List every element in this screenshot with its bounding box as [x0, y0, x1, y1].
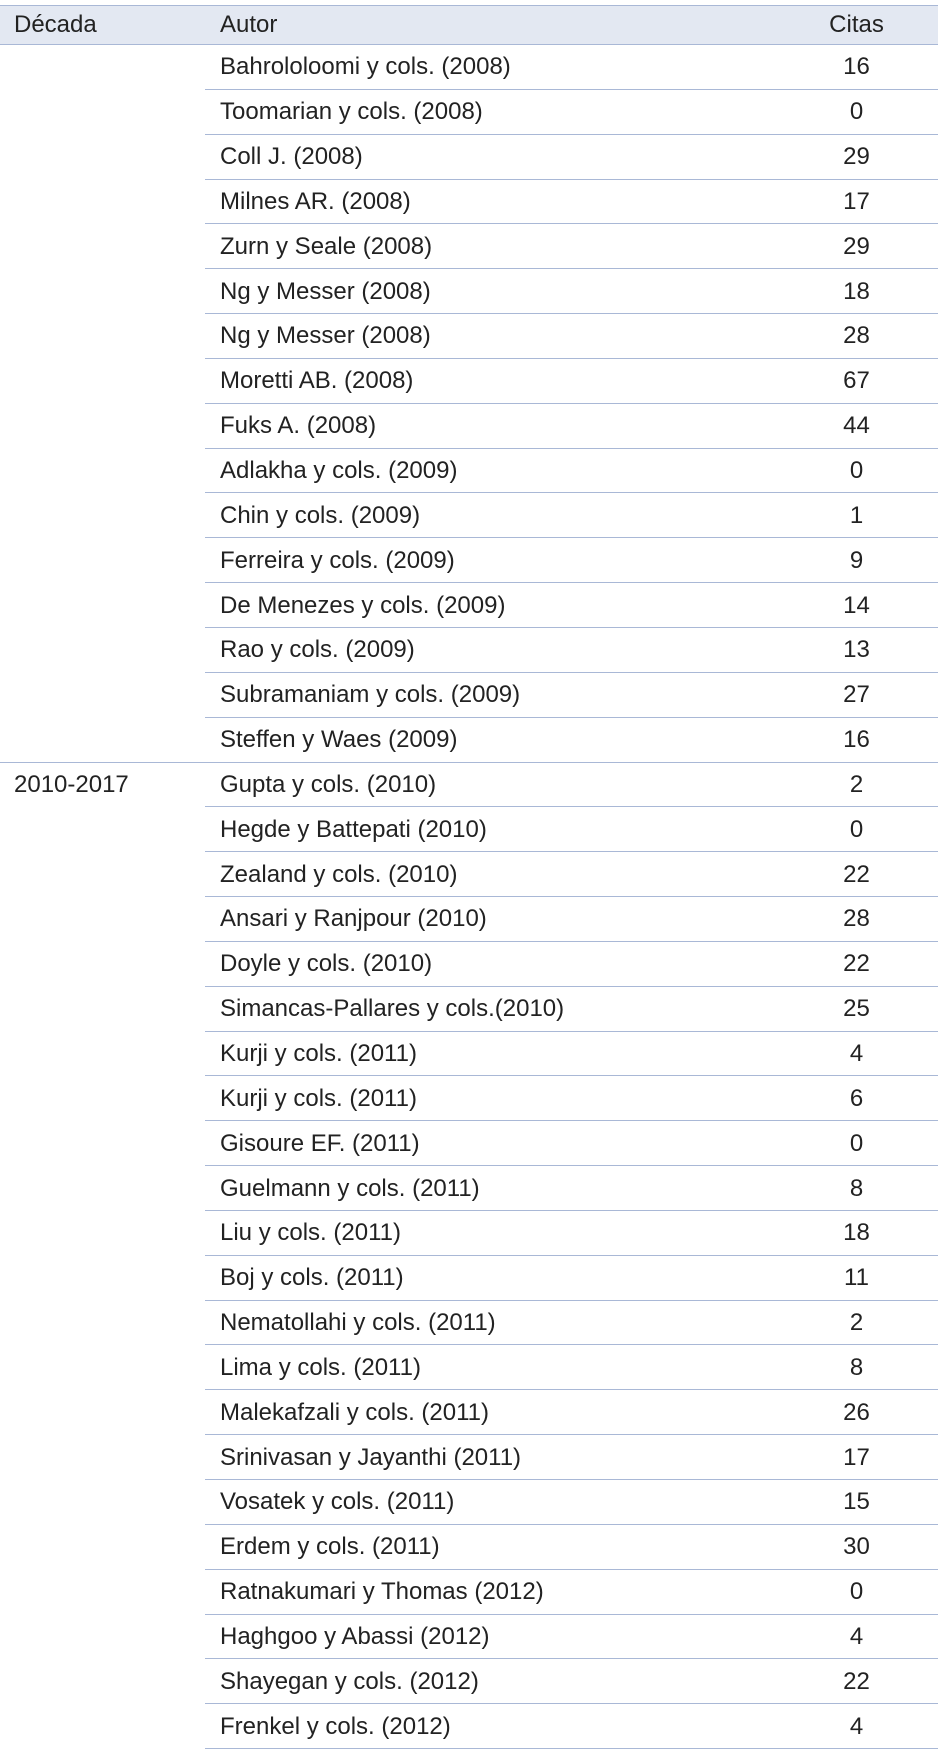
table-header-row: [0, 5, 938, 45]
citas-cell: 16: [843, 726, 870, 754]
decada-cell: [0, 852, 205, 897]
citas-cell: 22: [843, 1667, 870, 1695]
autor-cell: Gupta y cols. (2010): [220, 770, 437, 798]
citas-cell: 4: [849, 1622, 864, 1650]
citas-cell: 4: [849, 1039, 864, 1067]
autor-cell: Srinivasan y Jayanthi (2011): [220, 1443, 522, 1471]
table-row: [0, 180, 938, 225]
citas-cell: 67: [843, 367, 870, 395]
decada-cell: [0, 942, 205, 987]
decada-cell: [0, 718, 205, 763]
citas-cell: 28: [843, 905, 870, 933]
table-row: [0, 1615, 938, 1660]
decada-cell: [0, 1345, 205, 1390]
autor-cell: Bahrololoomi y cols. (2008): [220, 53, 511, 81]
citas-cell: 0: [849, 457, 864, 485]
decada-cell: [0, 1256, 205, 1301]
citas-cell: 0: [849, 1578, 864, 1606]
autor-cell: Haghgoo y Abassi (2012): [220, 1622, 490, 1650]
table-row: [0, 1032, 938, 1077]
decada-cell: [0, 493, 205, 538]
decada-cell: [0, 1211, 205, 1256]
header-decada: Década: [14, 11, 97, 38]
table-row: [0, 1256, 938, 1301]
table-row: [0, 135, 938, 180]
decada-cell: [0, 90, 205, 135]
decada-cell: [0, 359, 205, 404]
autor-cell: Kurji y cols. (2011): [220, 1039, 417, 1067]
table-row: [0, 1121, 938, 1166]
table-row: [0, 314, 938, 359]
decada-cell: [0, 673, 205, 718]
citas-cell: 8: [849, 1353, 864, 1381]
table-row: [0, 763, 938, 808]
table-row: [0, 628, 938, 673]
decada-cell: [0, 45, 205, 90]
table-row: [0, 404, 938, 449]
table-row: [0, 852, 938, 897]
citas-cell: 25: [843, 995, 870, 1023]
autor-cell: Malekafzali y cols. (2011): [220, 1398, 489, 1426]
decada-cell: [0, 807, 205, 852]
autor-cell: Erdem y cols. (2011): [220, 1533, 440, 1561]
autor-cell: Lima y cols. (2011): [220, 1353, 421, 1381]
table-row: [0, 1659, 938, 1704]
autor-cell: Ng y Messer (2008): [220, 322, 431, 350]
table-row: [0, 673, 938, 718]
table-row: [0, 224, 938, 269]
decada-cell: [0, 135, 205, 180]
decada-cell: 2010-2017: [14, 770, 129, 798]
citas-cell: 8: [849, 1174, 864, 1202]
decada-cell: [0, 583, 205, 628]
citas-cell: 28: [843, 322, 870, 350]
citas-cell: 9: [849, 546, 864, 574]
table-row: [0, 942, 938, 987]
autor-cell: Doyle y cols. (2010): [220, 950, 433, 978]
autor-cell: Milnes AR. (2008): [220, 187, 411, 215]
citas-cell: 0: [849, 98, 864, 126]
decada-cell: [0, 538, 205, 583]
decada-cell: [0, 1615, 205, 1660]
citas-cell: 22: [843, 860, 870, 888]
table-row: [0, 1704, 938, 1749]
decada-cell: [0, 1121, 205, 1166]
autor-cell: Boj y cols. (2011): [220, 1264, 404, 1292]
table-row: [0, 987, 938, 1032]
decada-cell: [0, 1390, 205, 1435]
citas-cell: 17: [843, 1443, 870, 1471]
citas-cell: 16: [843, 53, 870, 81]
citas-cell: 11: [844, 1264, 869, 1292]
decada-cell: [0, 224, 205, 269]
autor-cell: Nematollahi y cols. (2011): [220, 1309, 496, 1337]
table-row: [0, 583, 938, 628]
table-row: [0, 1301, 938, 1346]
table-body: [0, 45, 938, 1749]
table-row: [0, 1345, 938, 1390]
autor-cell: Zurn y Seale (2008): [220, 232, 433, 260]
decada-cell: [0, 1032, 205, 1077]
autor-cell: Subramaniam y cols. (2009): [220, 681, 521, 709]
citas-cell: 18: [843, 1219, 870, 1247]
autor-cell: Gisoure EF. (2011): [220, 1129, 420, 1157]
citas-cell: 4: [849, 1712, 864, 1740]
decada-cell: [0, 628, 205, 673]
table-row: [0, 1480, 938, 1525]
autor-cell: Shayegan y cols. (2012): [220, 1667, 479, 1695]
citas-cell: 0: [849, 1129, 864, 1157]
autor-cell: De Menezes y cols. (2009): [220, 591, 506, 619]
autor-cell: Moretti AB. (2008): [220, 367, 414, 395]
citas-cell: 1: [849, 501, 864, 529]
autor-cell: Guelmann y cols. (2011): [220, 1174, 480, 1202]
table-row: [0, 1211, 938, 1256]
citas-cell: 22: [843, 950, 870, 978]
table-row: [0, 1570, 938, 1615]
table-row: [0, 807, 938, 852]
decada-cell: [0, 1166, 205, 1211]
decada-cell: [0, 180, 205, 225]
citas-cell: 2: [849, 1309, 864, 1337]
table-row: [0, 1166, 938, 1211]
decada-cell: [0, 1435, 205, 1480]
citas-cell: 18: [843, 277, 870, 305]
citas-cell: 6: [849, 1084, 864, 1112]
decada-cell: [0, 404, 205, 449]
table-row: [0, 449, 938, 494]
citations-table: [0, 5, 938, 1749]
decada-cell: [0, 1301, 205, 1346]
table-row: [0, 1390, 938, 1435]
table-row: [0, 1525, 938, 1570]
decada-cell: [0, 449, 205, 494]
citas-cell: 2: [849, 770, 864, 798]
decada-cell: [0, 1076, 205, 1121]
decada-cell: [0, 1525, 205, 1570]
autor-cell: Kurji y cols. (2011): [220, 1084, 417, 1112]
table-row: [0, 1076, 938, 1121]
autor-cell: Rao y cols. (2009): [220, 636, 415, 664]
autor-cell: Toomarian y cols. (2008): [220, 98, 483, 126]
table-row: [0, 269, 938, 314]
header-autor: Autor: [220, 11, 278, 38]
header-citas: Citas: [829, 11, 884, 38]
table-row: [0, 538, 938, 583]
citas-cell: 30: [843, 1533, 870, 1561]
autor-cell: Coll J. (2008): [220, 143, 363, 171]
decada-cell: [0, 897, 205, 942]
citas-cell: 29: [843, 143, 870, 171]
table-row: [0, 359, 938, 404]
citas-cell: 26: [843, 1398, 870, 1426]
decada-cell: [0, 1570, 205, 1615]
table-row: [0, 718, 938, 763]
decada-cell: [0, 987, 205, 1032]
autor-cell: Ratnakumari y Thomas (2012): [220, 1578, 544, 1606]
autor-cell: Zealand y cols. (2010): [220, 860, 458, 888]
autor-cell: Adlakha y cols. (2009): [220, 457, 458, 485]
decada-cell: [0, 314, 205, 359]
decada-cell: [0, 1480, 205, 1525]
autor-cell: Ng y Messer (2008): [220, 277, 431, 305]
table-row: [0, 493, 938, 538]
citas-cell: 15: [843, 1488, 870, 1516]
autor-cell: Ferreira y cols. (2009): [220, 546, 455, 574]
table-row: [0, 897, 938, 942]
citas-cell: 0: [849, 815, 864, 843]
table-row: [0, 1435, 938, 1480]
citas-cell: 14: [843, 591, 870, 619]
table-row: [0, 90, 938, 135]
decada-cell: [0, 1704, 205, 1749]
citas-cell: 13: [843, 636, 870, 664]
autor-cell: Liu y cols. (2011): [220, 1219, 401, 1247]
autor-cell: Chin y cols. (2009): [220, 501, 421, 529]
table-row: [0, 45, 938, 90]
citas-cell: 29: [843, 232, 870, 260]
autor-cell: Hegde y Battepati (2010): [220, 815, 487, 843]
citas-cell: 27: [843, 681, 870, 709]
citas-cell: 17: [843, 187, 870, 215]
autor-cell: Steffen y Waes (2009): [220, 726, 458, 754]
autor-cell: Ansari y Ranjpour (2010): [220, 905, 487, 933]
decada-cell: [0, 1659, 205, 1704]
autor-cell: Fuks A. (2008): [220, 412, 377, 440]
decada-cell: [0, 269, 205, 314]
citas-cell: 44: [843, 412, 870, 440]
autor-cell: Frenkel y cols. (2012): [220, 1712, 451, 1740]
autor-cell: Simancas-Pallares y cols.(2010): [220, 995, 565, 1023]
autor-cell: Vosatek y cols. (2011): [220, 1488, 455, 1516]
row-divider: [205, 1748, 938, 1749]
